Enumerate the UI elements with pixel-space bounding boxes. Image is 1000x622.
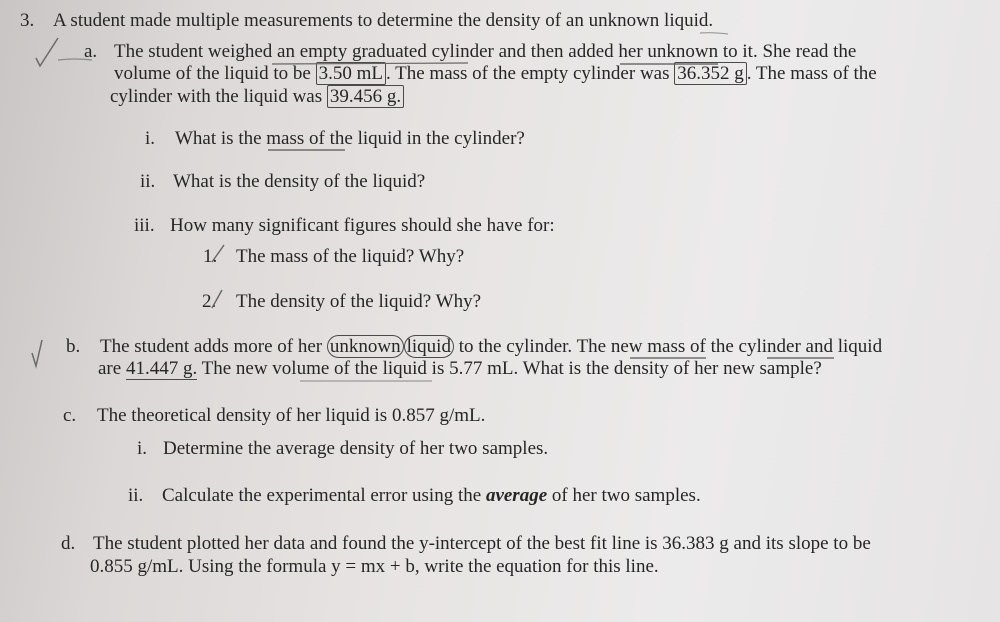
part-a-line-1: The student weighed an empty graduated cylinder and then added her unknown to it. She read the [114, 41, 857, 62]
part-a-ii-label: ii. [140, 171, 156, 192]
part-a-i-label: i. [145, 128, 156, 149]
empty-mass-value: 36.352 g [674, 62, 747, 85]
new-mass-value: 41.447 g. [125, 358, 198, 379]
part-a-ii-question: What is the density of the liquid? [173, 171, 426, 192]
part-b-line-2-start: are [98, 358, 126, 379]
part-d-line-2: 0.855 g/mL. Using the formula y = mx + b, write the equation for this line. [90, 556, 659, 577]
part-c-ii-end: of her two samples. [547, 485, 701, 506]
part-c-ii-start: Calculate the experimental error using the [162, 485, 486, 506]
part-a-iii-label: iii. [134, 215, 155, 236]
part-d-line-1: The student plotted her data and found the y-intercept of the best fit line is 36.383 g and its slope to be [93, 533, 871, 554]
part-a-line-3 [110, 86, 404, 108]
filled-mass-value: 39.456 g. [327, 85, 404, 108]
part-a-i-question: What is the mass of the liquid in the cylinder? [175, 128, 525, 149]
heading-pencil-line [700, 33, 728, 34]
part-c-ii-label: ii. [128, 485, 144, 506]
part-d-label: d. [61, 533, 76, 554]
part-a-line-2-start: volume of the liquid to be [114, 63, 316, 84]
part-b-line-1 [100, 336, 882, 358]
question-number: 3. [20, 10, 35, 31]
part-a-check-mark [36, 38, 58, 66]
part-b-line-2-end: The new volume of the liquid is 5.77 mL. What is the density of her new sample? [197, 358, 822, 379]
part-a-line-2-middle: . The mass of the empty cylinder was [385, 63, 675, 84]
part-b-check-mark [32, 340, 42, 366]
part-a-line-2-end: . The mass of the [746, 63, 877, 84]
part-a-iii-question: How many significant figures should she have for: [170, 215, 555, 236]
question-prompt: A student made multiple measurements to determine the density of an unknown liquid. [53, 10, 714, 31]
part-c-i-label: i. [137, 438, 148, 459]
part-c-i-question: Determine the average density of her two samples. [163, 438, 549, 459]
part-c-ii-question [162, 485, 701, 507]
sigfig-item-2-label: 2. [202, 291, 217, 312]
part-a-line-3-start: cylinder with the liquid was [110, 86, 327, 107]
circled-word-unknown: unknown [327, 335, 404, 358]
sigfig-item-1-label: 1. [203, 246, 218, 267]
part-a-label: a. [84, 41, 98, 62]
part-b-line-1-end: to the cylinder. The new mass of the cylinder and liquid [453, 336, 883, 357]
part-c-statement: The theoretical density of her liquid is 0.857 g/mL. [97, 405, 486, 426]
emphasized-word-average: average [485, 485, 548, 506]
sigfig-item-2-text: The density of the liquid? Why? [236, 291, 482, 312]
part-b-line-2 [98, 358, 822, 380]
sigfig-item-1-text: The mass of the liquid? Why? [236, 246, 465, 267]
part-c-label: c. [63, 405, 77, 426]
volume-value: 3.50 mL [316, 62, 386, 85]
circled-word-liquid: liquid [404, 335, 454, 358]
part-a-line-2 [114, 63, 877, 85]
part-b-label: b. [66, 336, 81, 357]
part-b-line-1-start: The student adds more of her [100, 336, 327, 357]
